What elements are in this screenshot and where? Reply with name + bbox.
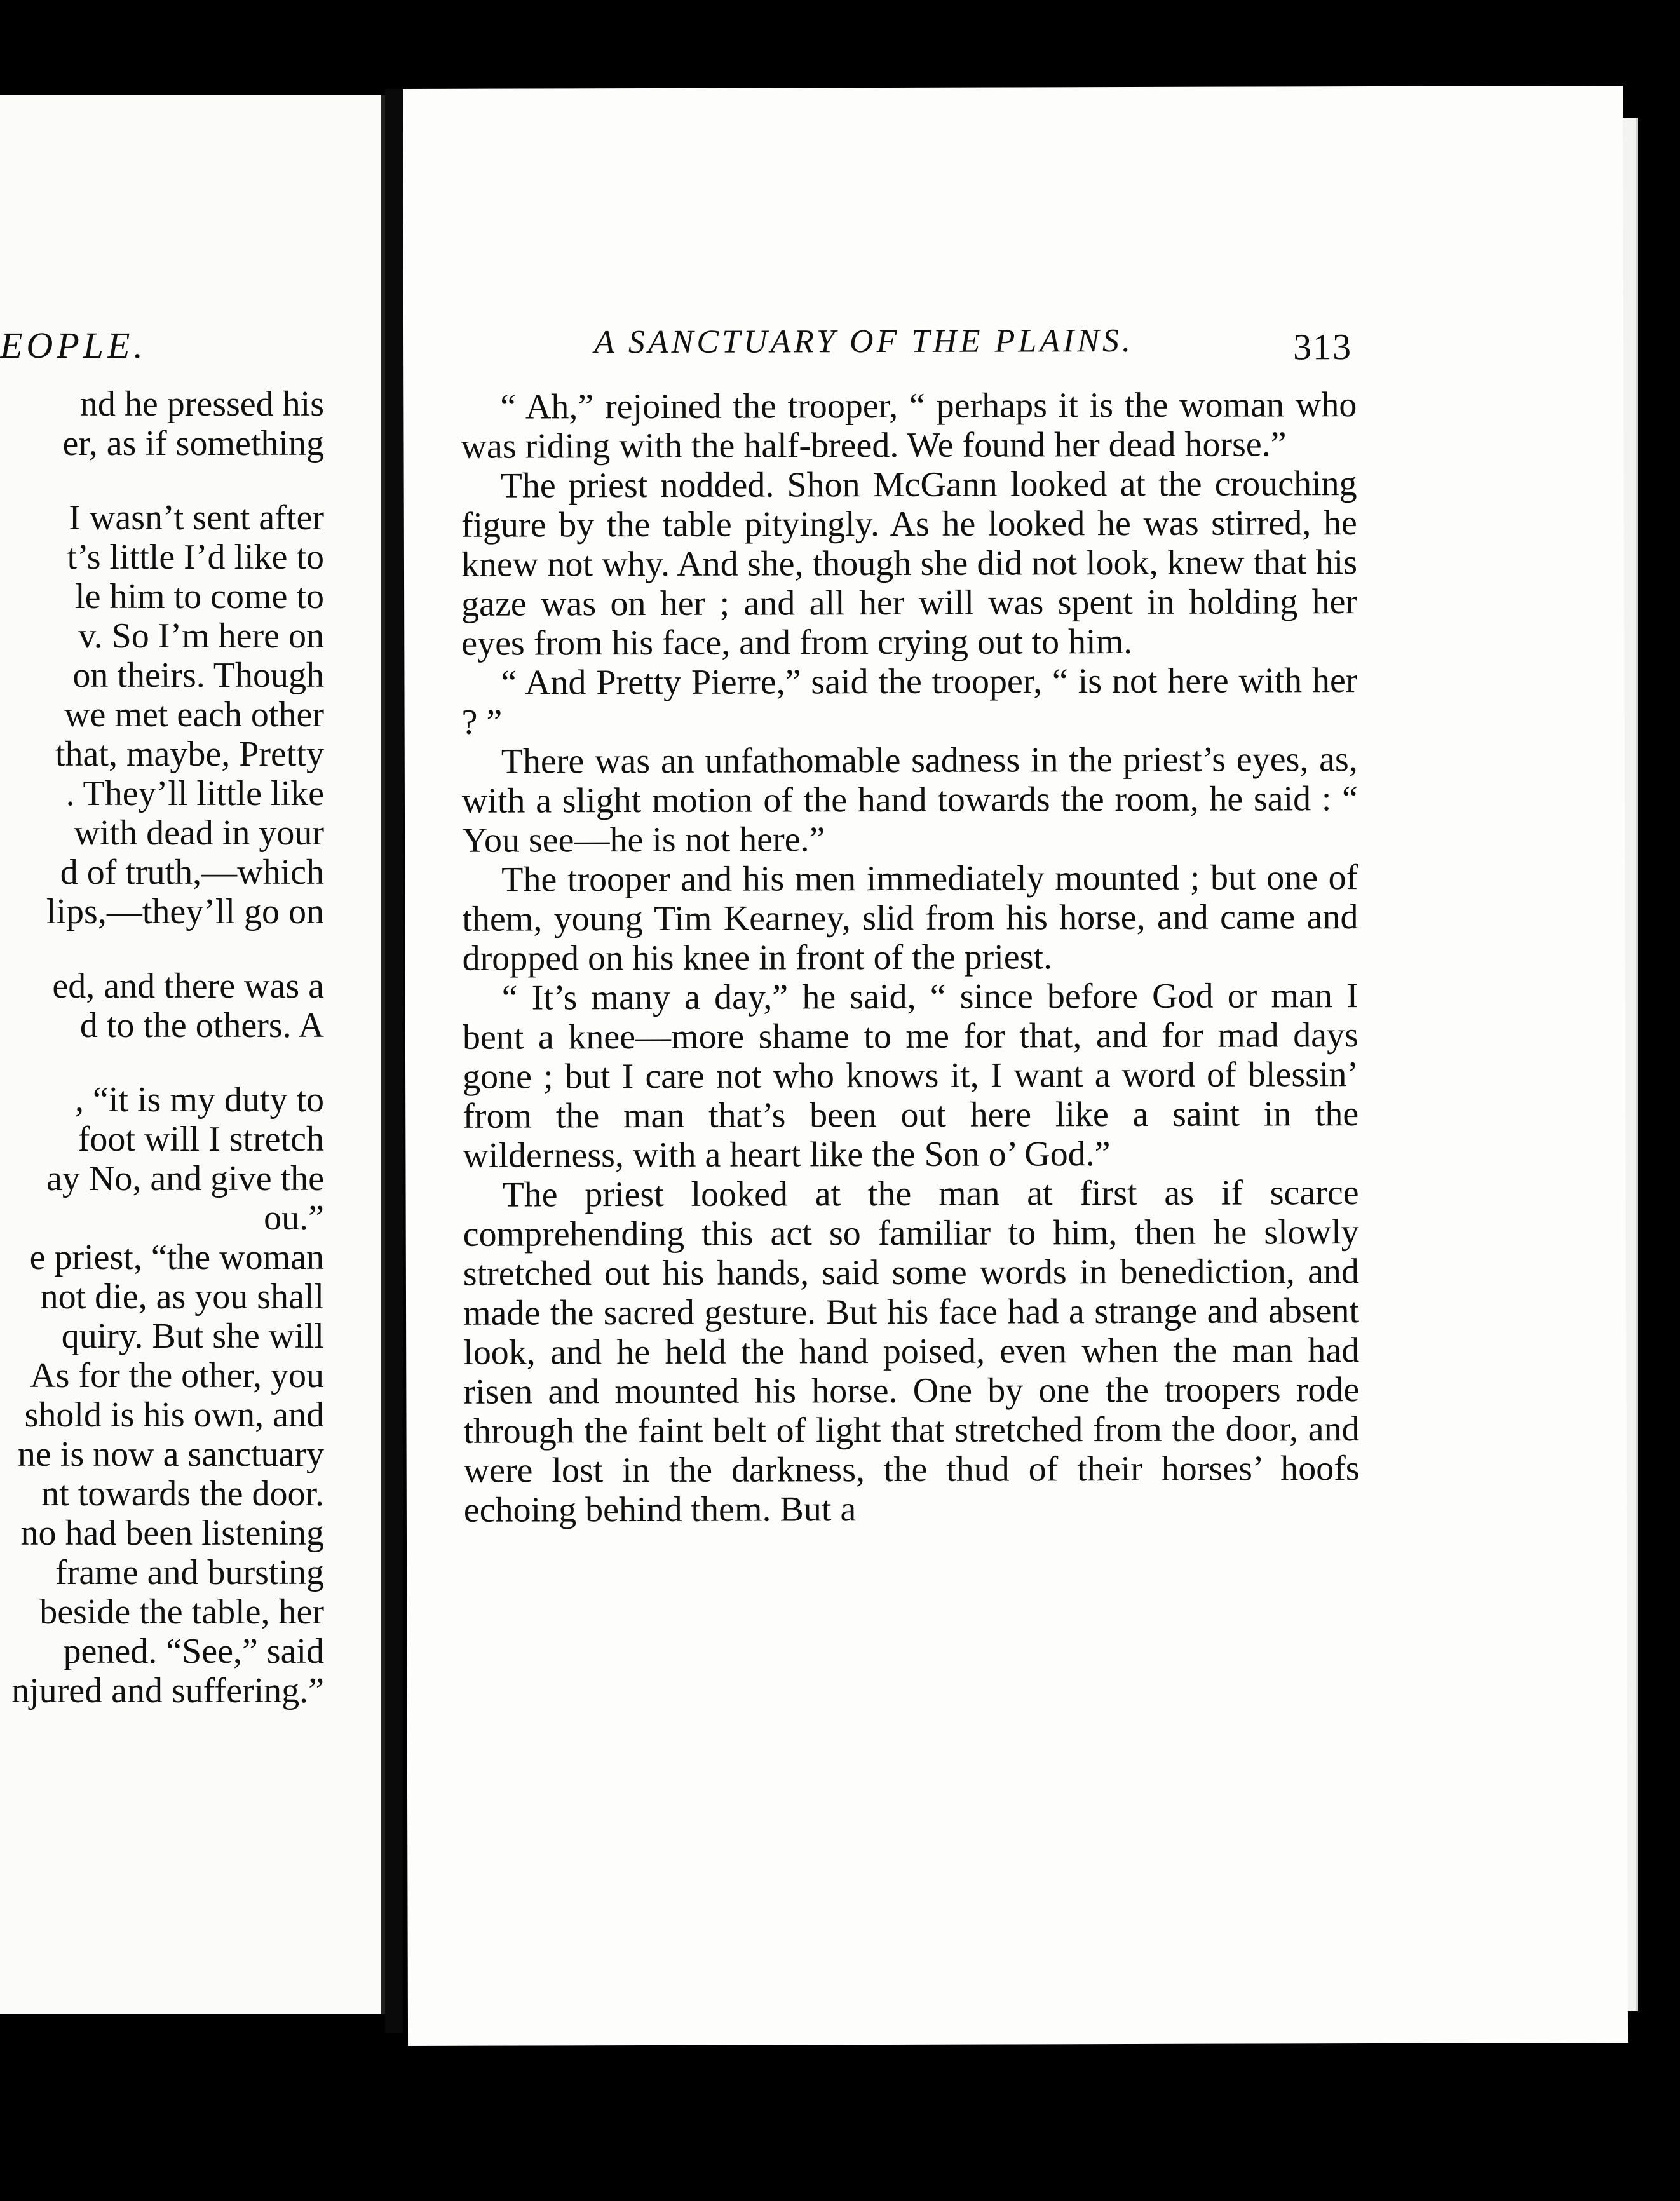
left-page	[0, 95, 385, 2014]
text-line: not die, as you shall	[40, 1277, 324, 1317]
text-line: beside the table, her	[39, 1592, 324, 1632]
left-running-head: EOPLE.	[0, 325, 147, 366]
paragraph: “ Ah,” rejoined the trooper, “ perhaps it is the woman who was riding with the half-breed. We found her dead horse.”	[461, 385, 1357, 466]
text-line: . They’ll little like	[65, 774, 324, 813]
book-gutter	[385, 89, 403, 2033]
left-page-text	[0, 384, 324, 1710]
paragraph: The trooper and his men immediately mounted ; but one of them, young Tim Kearney, slid from his horse, and came and dropped on his knee in front of the priest.	[462, 858, 1358, 979]
text-line: quiry. But she will	[61, 1317, 324, 1356]
text-line: that, maybe, Pretty	[55, 735, 324, 774]
text-line: ou.”	[264, 1198, 324, 1238]
body-text	[461, 385, 1360, 1530]
text-line: er, as if something	[62, 424, 324, 463]
text-line: v. So I’m here on	[78, 616, 324, 656]
text-line: d of truth,—which	[60, 853, 324, 892]
text-line: shold is his own, and	[24, 1395, 324, 1435]
text-line: t’s little I’d like to	[67, 538, 324, 577]
text-line: pened. “See,” said	[63, 1632, 324, 1671]
text-line: frame and bursting	[55, 1553, 324, 1592]
text-line: no had been listening	[20, 1514, 324, 1553]
text-line: le him to come to	[75, 577, 324, 616]
line-gap	[0, 463, 324, 498]
page-number: 313	[1292, 326, 1353, 368]
paragraph: The priest nodded. Shon McGann looked at the crouching figure by the table pityingly. As he looked he was stirred, he knew not why. And she, though she did not look, knew that his gaze was on her ; and all her will was spent in holding her eyes from his face, and from crying out to him.	[461, 464, 1358, 663]
line-gap	[0, 1045, 324, 1080]
text-line: e priest, “the woman	[29, 1238, 324, 1277]
paragraph: “ And Pretty Pierre,” said the trooper, “ is not here with her ? ”	[461, 661, 1358, 742]
text-line: lips,—they’ll go on	[46, 892, 324, 931]
text-line: nt towards the door.	[41, 1474, 324, 1514]
text-line: njured and suffering.”	[11, 1671, 324, 1710]
text-line: As for the other, you	[30, 1356, 324, 1395]
paragraph: “ It’s many a day,” he said, “ since before God or man I bent a knee—more shame to me for that, and for mad days gone ; but I care not who knows it, I want a word of blessin’ from the man that’s been out here like a saint in the wilderness, with a heart like the Son o’ God.”	[462, 976, 1359, 1175]
text-line: ay No, and give the	[46, 1159, 324, 1198]
text-line: ed, and there was a	[52, 966, 324, 1006]
running-head: A SANCTUARY OF THE PLAINS.	[593, 322, 1134, 361]
right-page	[403, 86, 1628, 2046]
text-line: on theirs. Though	[72, 656, 324, 695]
text-line: I wasn’t sent after	[69, 498, 324, 538]
text-line: we met each other	[64, 695, 324, 735]
text-line: ne is now a sanctuary	[17, 1435, 324, 1474]
text-line: with dead in your	[74, 813, 324, 853]
text-line: nd he pressed his	[79, 384, 324, 424]
paragraph: The priest looked at the man at first as if scarce comprehending this act so familiar to him, then he slowly stretched out his hands, said some words in benediction, and made the sacred gesture. But his face had a strange and absent look, and he held the hand poised, even when the man had risen and mounted his horse. One by one the troopers rode through the faint belt of light that stretched from the door, and were lost in the darkness, the thud of their horses’ hoofs echoing behind them. But a	[463, 1173, 1360, 1530]
text-line: d to the others. A	[79, 1006, 324, 1045]
paragraph: There was an unfathomable sadness in the priest’s eyes, as, with a slight motion of the hand towards the room, he said : “ You see—he is not here.”	[461, 740, 1358, 860]
text-line: foot will I stretch	[78, 1120, 324, 1159]
text-line: , “it is my duty to	[75, 1080, 324, 1120]
line-gap	[0, 931, 324, 966]
